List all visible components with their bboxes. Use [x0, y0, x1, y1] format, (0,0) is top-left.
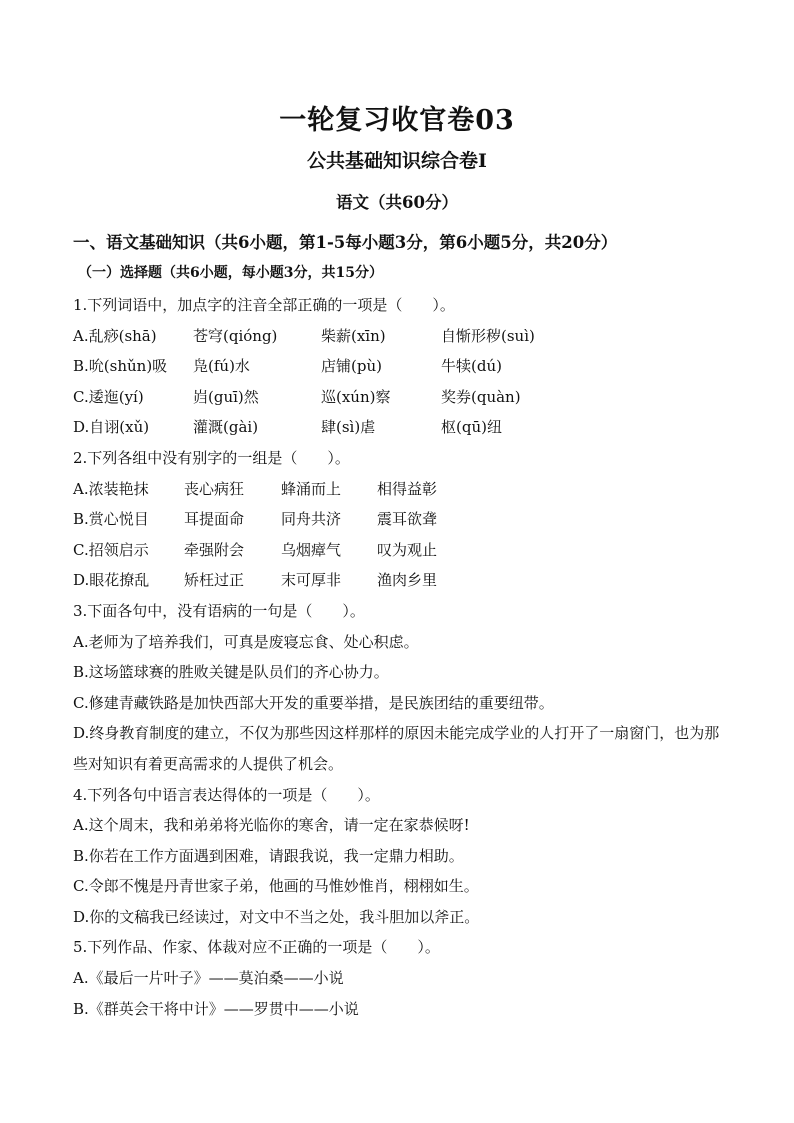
document-subtitle: 公共基础知识综合卷Ⅰ [307, 150, 487, 172]
option-item: 同舟共济 [281, 510, 342, 529]
option-item: B.赏心悦目 [73, 510, 149, 529]
option-item: A.乱痧(shā) [73, 326, 157, 345]
option-line: A.《最后一片叶子》——莫泊桑——小说 [73, 969, 344, 988]
option-item: 店铺(pù) [321, 357, 382, 376]
option-item: 枢(qū)纽 [441, 418, 502, 437]
question-stem: 5.下列作品、作家、体裁对应不正确的一项是（ ）。 [73, 938, 440, 957]
option-item: 震耳欲聋 [377, 510, 438, 529]
option-item: 灌溉(gài) [193, 418, 259, 437]
option-row [73, 504, 733, 535]
option-item: 矫枉过正 [184, 571, 245, 590]
option-item: 苍穹(qióng) [193, 326, 278, 345]
option-item: 肆(sì)虐 [321, 418, 376, 437]
option-item: 柴薪(xīn) [321, 326, 386, 345]
question-stem: 3.下面各句中，没有语病的一句是（ ）。 [73, 601, 365, 620]
option-item: 渔肉乡里 [377, 571, 438, 590]
question-stem: 1.下列词语中，加点字的注音全部正确的一项是（ ）。 [73, 296, 455, 314]
question-stem: 4.下列各句中语言表达得体的一项是（ ）。 [73, 785, 380, 804]
document-title: 一轮复习收官卷03 [279, 105, 515, 136]
option-item: 相得益彰 [377, 479, 438, 498]
option-item: 丧心病狂 [184, 479, 245, 498]
option-item: D.自诩(xǔ) [73, 418, 150, 437]
option-line: B.《群英会干将中计》——罗贯中——小说 [73, 999, 359, 1018]
option-row [73, 351, 733, 382]
question-stem: 2.下列各组中没有别字的一组是（ ）。 [73, 448, 350, 467]
option-item: C.招领启示 [73, 540, 149, 559]
option-row [73, 565, 733, 596]
question-list [73, 290, 733, 1024]
option-line: D.你的文稿我已经读过，对文中不当之处，我斗胆加以斧正。 [73, 907, 480, 926]
option-item: 巡(xún)察 [321, 387, 391, 406]
option-item: 牛犊(dú) [441, 357, 502, 376]
option-line: A.这个周末，我和弟弟将光临你的寒舍，请一定在家恭候呀! [73, 816, 470, 835]
option-item: C.逶迤(yí) [73, 387, 144, 406]
option-item: 叹为观止 [377, 540, 438, 559]
option-item: 牵强附会 [184, 540, 245, 559]
option-item: 蜂涌而上 [281, 479, 342, 498]
option-row [73, 412, 733, 443]
option-item: A.浓装艳抹 [73, 479, 149, 498]
option-row [73, 535, 733, 566]
option-item: 乌烟瘴气 [281, 540, 342, 559]
option-line: C.修建青藏铁路是加快西部大开发的重要举措，是民族团结的重要纽带。 [73, 693, 554, 712]
option-line: A.老师为了培养我们，可真是废寝忘食、处心积虑。 [73, 632, 419, 651]
option-line: D.终身教育制度的建立，不仅为那些因这样那样的原因未能完成学业的人打开了一扇窗门，也为那些对知识有着更高需求的人提供了机会。 [73, 724, 720, 773]
option-item: 自惭形秽(suì) [441, 326, 535, 345]
option-row [73, 382, 733, 413]
option-item: 耳提面命 [184, 510, 245, 529]
option-line: B.你若在工作方面遇到困难，请跟我说，我一定鼎力相助。 [73, 846, 464, 865]
part-heading: 一、语文基础知识（共6小题，第1-5每小题3分，第6小题5分，共20分） [73, 233, 618, 252]
section-title: 语文（共60分） [336, 193, 458, 212]
option-line: C.令郎不愧是丹青世家子弟，他画的马惟妙惟肖，栩栩如生。 [73, 877, 479, 896]
option-item: 末可厚非 [281, 571, 342, 590]
option-item: 岿(guī)然 [193, 387, 259, 406]
option-row [73, 474, 733, 505]
option-item: B.吮(shǔn)吸 [73, 357, 168, 376]
option-item: 凫(fú)水 [193, 357, 250, 376]
option-item: D.眼花撩乱 [73, 571, 150, 590]
option-item: 奖券(quàn) [441, 387, 521, 406]
subpart-heading: （一）选择题（共6小题，每小题3分，共15分） [78, 265, 383, 281]
option-line: B.这场篮球赛的胜败关键是队员们的齐心协力。 [73, 663, 389, 682]
option-row [73, 321, 733, 352]
